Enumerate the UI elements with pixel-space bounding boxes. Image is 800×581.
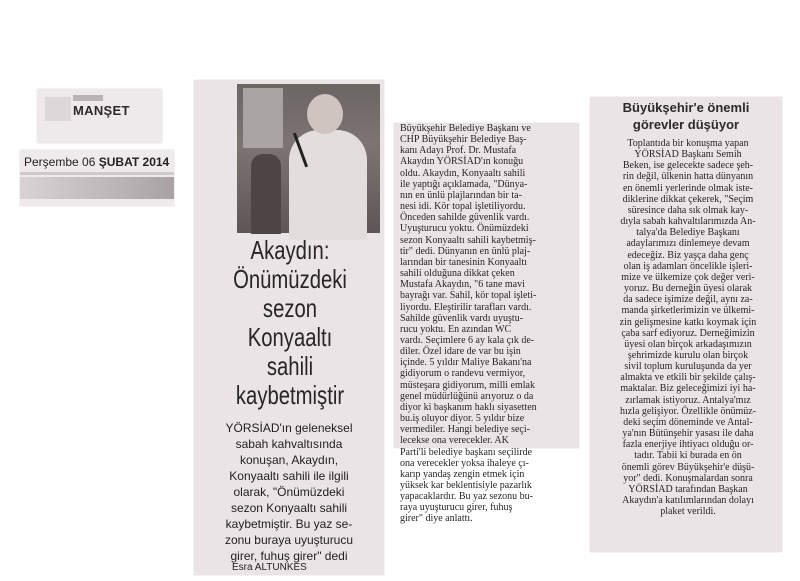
text-line: Akaydın YÖRSİAD'ın konuğu [400,156,524,168]
text-line: lecekse ona verecekler. AK [400,435,509,447]
text-line: zin gelişmesine katkı koymak için [619,316,757,328]
lead-line: kaybetmiştir. Bu yaz se- [225,517,353,531]
text-line: diklerine dikkat çekerek, "Seçim [622,193,754,205]
text-line: yapacaklardır. Bu yaz sezonu bu- [400,491,534,503]
text-line: Sahilde güvenlik vardı uyuştu- [400,312,524,324]
text-line: dıyla sabah kahvaltılarımızda An- [620,216,756,228]
text-line: liyordu. Eleştirilir tarafları vardı. [400,301,532,313]
text-line: nın en ünlü plajlarından bir ta- [400,189,522,201]
text-line: diler. Özel idare de var bu işin [400,346,521,358]
text-line: sezon Konyaaltı sahili kaybetmiş- [400,234,536,246]
photo-speaker-head [307,94,343,134]
text-line: sivil toplum kuruluşunda da yer [624,361,752,373]
lead-line: girer, fuhuş girer" dedi [230,549,348,563]
text-line: adaylarımızı dinlemeye devam [626,238,750,250]
text-line: süresince daha sık olmak kay- [627,204,749,216]
manset-label-clip [37,89,162,143]
text-line: almakta ve etkili bir şekilde çalış- [620,372,756,384]
text-line: plaket verildi. [660,506,716,518]
date-month-year: ŞUBAT 2014 [98,155,170,169]
text-line: genel müdürlüğünü arıyoruz o da [400,390,534,402]
text-line: oldu. Akaydın, Konyaaltı sahili [400,167,526,179]
text-line: içinde. 5 yıldır Maliye Bakanı'na [400,357,532,369]
date-strip-line [20,172,174,175]
headline-line: sahili [266,351,314,381]
main-article-clip [194,80,384,575]
text-line: Toplantıda bir konuşma yapan [627,138,749,149]
lead-line: sabah kahvaltısında [235,437,343,451]
article-headline [221,236,358,410]
logo-block [45,97,71,121]
text-line: YÖRSİAD Başkanı Semih [634,149,742,161]
text-line: vardı. Seçimlere 6 ay kala çık de- [400,334,535,346]
text-line: ya'nın Bütünşehir yasası ile daha [622,428,754,440]
text-line: Büyükşehir Belediye Başkanı ve [400,123,531,134]
text-line: raya uyuşturucu girer, fuhuş [400,502,513,514]
lead-line: zonu buraya uyuşturucu [224,533,354,547]
text-line: tir" dedi. Dünyanın en ünlü plaj- [400,245,531,257]
text-line: Parti'li belediye başkanı seçilirde [400,446,533,458]
lead-line: YÖRSİAD'ın geleneksel [225,421,353,435]
title-line: görevler düşüyor [632,117,740,132]
text-line: şehrimizde kurulu olan birçok [627,349,749,361]
text-line: Akaydın'a katılımlarından dolayı [622,495,754,506]
text-line: YÖRSİAD tarafından Başkan [628,483,748,495]
text-line: talya'da Belediye Başkanı [636,227,740,239]
lead-line: sezon Konyaaltı sahili [230,501,348,515]
article-lead [200,420,378,564]
text-line: bayrağı var. Sahil, kör topal işleti- [400,290,537,302]
text-line: karıp yandaş zengin etmek için [400,468,525,480]
article-body-text [400,123,576,525]
text-line: Beken, ise gelecekte sadece şeh- [622,160,754,172]
sidebar-article-clip [590,97,782,552]
date-clip [20,150,174,206]
lead-line: konuşan, Akaydın, [239,453,339,467]
manset-brand: MANŞET [73,103,130,118]
headline-line: Önümüzdeki [233,264,347,294]
headline-line: Konyaaltı [247,322,333,352]
title-line: Büyükşehir'e önemli [622,100,750,115]
text-line: yüksek kar beklentisiyle pazarlık [400,480,532,491]
article-photo [237,84,380,233]
text-line: gidiyorum o randevu vermiyor, [400,368,526,380]
article-byline: Esra ALTUNKES [232,562,307,573]
text-line: hızla gelişiyor. Özellikle önümüz- [619,405,757,417]
text-line: müsteşara gidiyorum, milli emlak [400,379,535,391]
text-line: deki seçim döneminde ve Antal- [623,416,753,428]
text-line: ona verecekler yoksa ihaleye çı- [400,457,529,469]
text-line: üyesi olan birçok arkadaşımızın [624,338,752,350]
text-line: CHP Büyükşehir Belediye Baş- [400,134,527,146]
logo-bar [73,95,103,101]
sidebar-article-text [600,138,776,517]
publication-date [24,155,169,169]
text-line: larından bir tanesinin Konyaaltı [400,256,527,268]
text-line: olan iş adamları öncelikle işleri- [623,260,753,272]
text-line: yor" dedi. Konuşmalardan sonra [623,472,753,484]
text-line: en önemli yerlerinde olmak iste- [623,182,753,194]
text-line: önemli görev Büyükşehir'e düşü- [621,461,755,473]
text-line: rucu yoktu. En azından WC [400,323,512,335]
sidebar-article-title [590,99,782,133]
date-strip [20,177,174,199]
text-line: Uyuşturucu yoktu. Önümüzdeki [400,223,529,235]
text-line: fazla enerjiye ihtiyacı olduğu or- [622,439,754,451]
photo-figure-left [251,154,281,234]
headline-line: kaybetmiştir [235,380,345,410]
text-line: ile yaptığı açıklamada, "Dünya- [400,178,528,190]
text-line: sahili olduğuna dikkat çeken [400,268,515,280]
lead-line: Konyaaltı sahili ile ilgili [229,469,349,483]
text-line: manda şirketlerimizin ve ülkemi- [621,305,755,317]
text-line: diyor ki başkanım haklı siyasetten [400,401,537,413]
text-line: maktalar. Biz geleceğimizi iyi ha- [620,383,756,395]
text-line: çaba sarf ediyoruz. Derneğimizin [621,327,755,339]
text-line: yoruz. Bu derneğin üyesi olarak [623,283,753,295]
text-line: bu.iş oluyor diyor. 5 yıldır bize [400,413,525,425]
text-line: nesi idi. Kör topal işletiliyordu. [400,201,526,213]
headline-line: Akaydın: [250,235,330,265]
text-line: rin değil, ülkenin hatta dünyanın [622,171,754,183]
text-line: zırlamak istiyoruz. Antalya'mız [625,394,751,406]
text-line: mize ve ülkemize çok değer veri- [621,271,755,283]
headline-line: sezon [262,293,318,323]
text-line: tadır. Tabii ki burada en ön [634,450,742,462]
text-line: edeceğiz. Biz yaşça daha genç [627,249,749,261]
text-line: Önceden sahilde güvenlik vardı. [400,212,530,224]
lead-line: olarak, "Önümüzdeki [233,485,345,499]
photo-window [243,88,283,148]
text-line: Mustafa Akaydın, "6 tane mavi [400,279,525,291]
date-weekday: Perşembe [24,155,79,169]
article-body-clip [394,123,579,525]
text-line: kanı Adayı Prof. Dr. Mustafa [400,145,517,157]
text-line: girer" diye anlattı. [400,513,473,525]
text-line: vermediler. Hangi belediye seçi- [400,424,530,436]
date-day: 06 [82,155,96,169]
text-line: da sadece işimize değil, aynı za- [623,294,753,306]
